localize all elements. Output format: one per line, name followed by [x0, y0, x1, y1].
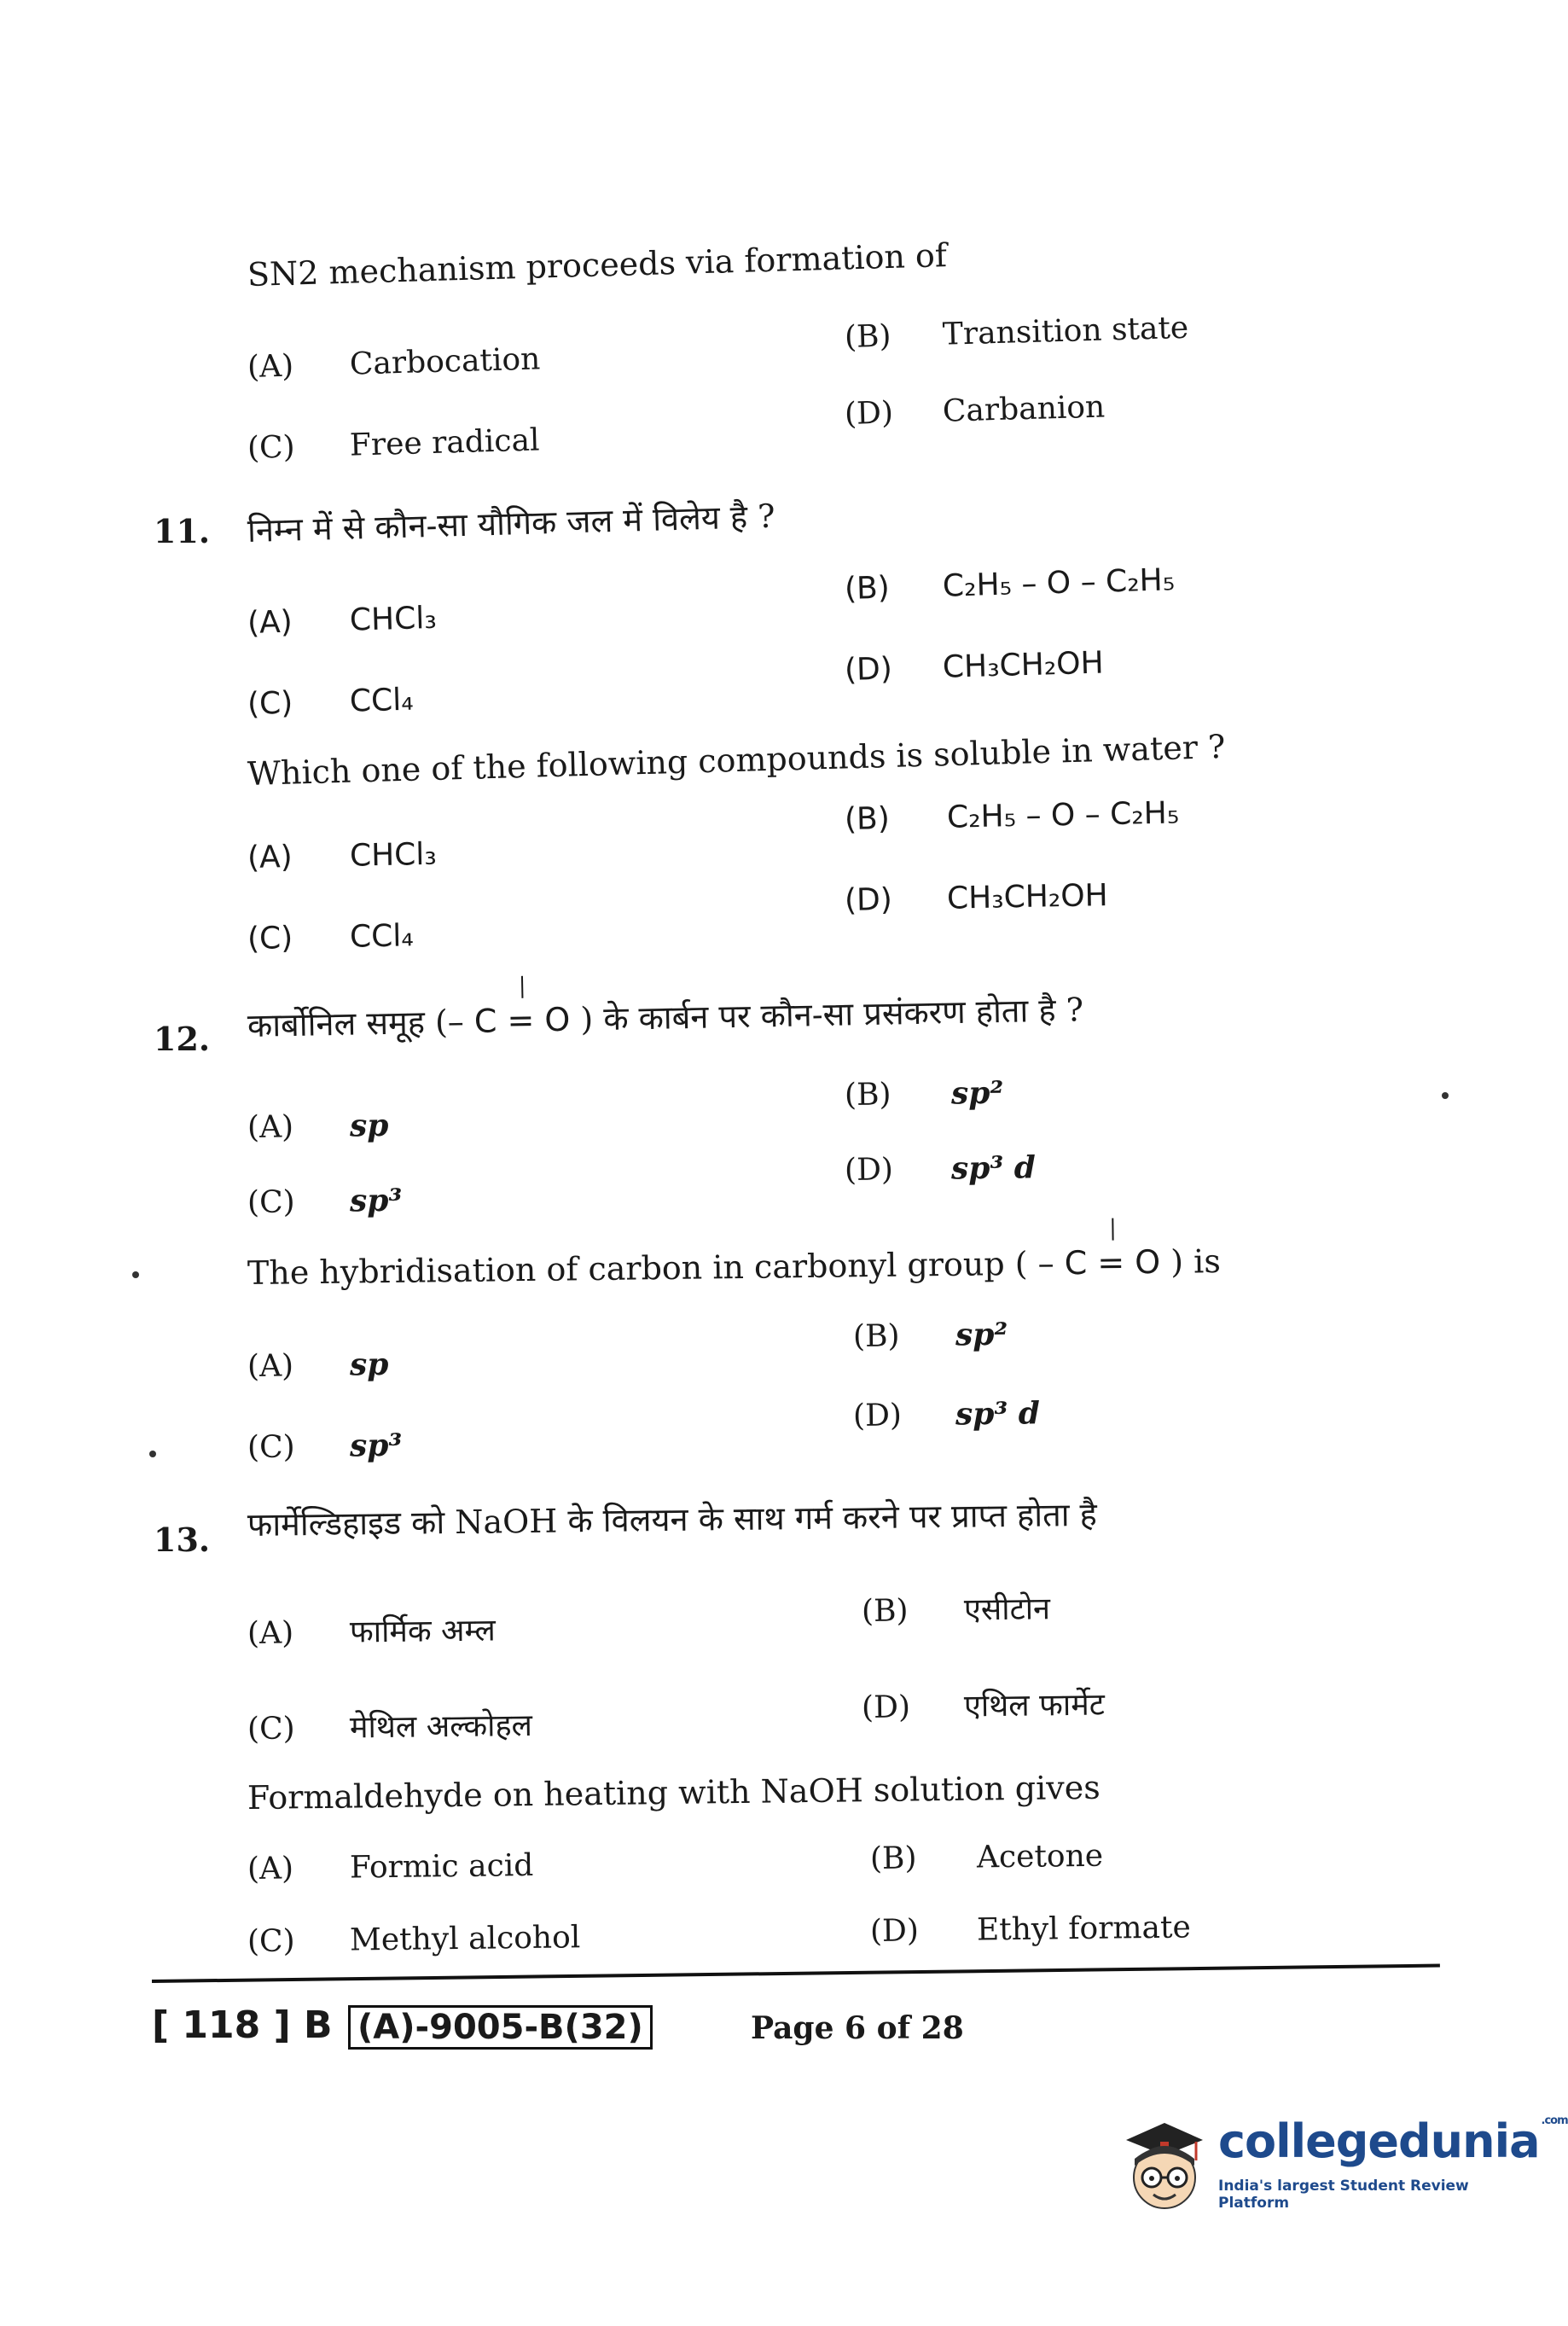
option-label: (B) [861, 1593, 909, 1629]
carbonyl-text: C = O [1064, 1242, 1161, 1282]
q12-number: 12. [154, 1020, 211, 1058]
option-label: (A) [247, 1851, 294, 1887]
q11-english-option-d [845, 878, 1108, 918]
option-label: (D) [844, 881, 893, 918]
option-label: (D) [861, 1689, 911, 1725]
q13-hindi-stem: फार्मेल्डिहाइड को NaOH के विलयन के साथ गर्म करने पर प्राप्त होता है [247, 1495, 1098, 1544]
option-text: sp² [955, 1316, 1008, 1353]
brand-tagline: India's largest Student Review Platform [1218, 2178, 1469, 2212]
q12-hindi-option-b [845, 1075, 1004, 1113]
q13-hindi-option-c [247, 1703, 533, 1748]
q11-hindi-stem: निम्न में से कौन-सा यौगिक जल में विलेय है ? [247, 497, 776, 550]
q13-english-option-b [870, 1839, 1104, 1876]
page-number: Page 6 of 28 [751, 2010, 964, 2046]
option-text: CCl₄ [349, 918, 415, 955]
option-text: sp³ d [955, 1395, 1041, 1433]
q10-option-a [247, 341, 540, 385]
option-label: (B) [844, 570, 891, 607]
option-label: (D) [844, 395, 894, 432]
q12-english-option-c [247, 1428, 403, 1465]
q12-hindi-stem [247, 986, 1084, 1047]
option-text: sp³ [349, 1427, 403, 1464]
brand-name [1218, 2114, 1568, 2168]
option-text: मेथिल अल्कोहल [349, 1707, 533, 1746]
brand-name-text: collegedunia [1218, 2114, 1540, 2168]
q10-english-stem: SN2 mechanism proceeds via formation of [247, 236, 948, 294]
option-label: (C) [247, 1429, 295, 1465]
footer-code: [ 118 ] B [152, 2003, 333, 2047]
option-text: sp³ d [950, 1149, 1037, 1187]
option-label: (C) [247, 685, 293, 722]
q11-english-stem: Which one of the following compounds is soluble in water ? [247, 727, 1226, 793]
option-text: CHCl₃ [349, 836, 438, 874]
bond-line [521, 976, 523, 998]
option-label: (D) [844, 1152, 894, 1188]
option-label: (D) [844, 651, 893, 688]
q11-english-option-b [845, 795, 1180, 837]
carbonyl-text: C = O [473, 1000, 571, 1040]
bond-line [1112, 1218, 1113, 1241]
option-text: C₂H₅ – O – C₂H₅ [946, 795, 1180, 835]
option-text: CH₃CH₂OH [946, 878, 1109, 916]
scan-dot [132, 1271, 139, 1278]
stem-text: कार्बोनिल समूह (– [247, 1003, 465, 1044]
q13-english-option-a [247, 1848, 534, 1887]
option-label: (B) [844, 318, 892, 355]
q12-hindi-option-a [247, 1108, 389, 1145]
option-text: C₂H₅ – O – C₂H₅ [942, 562, 1176, 604]
stem-text: ) के कार्बन पर कौन-सा प्रसंकरण होता है ? [580, 991, 1084, 1038]
option-label: (C) [247, 920, 293, 957]
q12-hindi-option-c [247, 1183, 403, 1220]
option-text: CHCl₃ [349, 600, 438, 638]
q11-hindi-option-d [844, 646, 1104, 688]
q11-english-option-a [247, 837, 438, 875]
option-text: sp [349, 1107, 389, 1144]
option-text: Carbocation [349, 341, 541, 382]
option-text: sp² [950, 1074, 1004, 1112]
option-label: (B) [869, 1840, 917, 1876]
option-text: फार्मिक अम्ल [349, 1613, 497, 1650]
option-label: (B) [844, 800, 891, 837]
paper-code-box: (A)-9005-B(32) [348, 2005, 653, 2050]
q11-number: 11. [154, 512, 211, 550]
student-mascot-icon [1118, 2108, 1211, 2218]
option-text: Formic acid [349, 1847, 534, 1886]
option-text: एसीटोन [963, 1591, 1051, 1628]
q13-english-stem: Formaldehyde on heating with NaOH solution gives [247, 1768, 1101, 1817]
q11-hindi-option-a [247, 601, 437, 641]
option-text: sp³ [349, 1182, 403, 1219]
option-label: (D) [852, 1398, 903, 1433]
option-text: Acetone [976, 1838, 1104, 1875]
option-label: (A) [247, 839, 293, 875]
stem-text: The hybridisation of carbon in carbonyl group ( – [247, 1244, 1054, 1292]
option-text: Ethyl formate [976, 1910, 1192, 1948]
scan-dot [149, 1451, 156, 1457]
option-label: (A) [247, 348, 294, 385]
q13-hindi-option-d [862, 1683, 1105, 1727]
option-label: (B) [852, 1318, 900, 1354]
q13-hindi-option-a [247, 1608, 496, 1653]
option-label: (C) [247, 1184, 295, 1220]
option-text: CH₃CH₂OH [942, 645, 1105, 685]
option-label: (A) [247, 1109, 294, 1145]
stem-text: ) is [1170, 1242, 1222, 1281]
option-label: (D) [869, 1913, 920, 1949]
q12-hindi-option-d [845, 1149, 1036, 1188]
option-text: sp [349, 1346, 389, 1383]
option-text: Transition state [942, 310, 1189, 352]
q13-hindi-option-b [862, 1586, 1051, 1631]
option-text: CCl₄ [349, 682, 415, 719]
option-label: (A) [247, 1348, 294, 1384]
option-text: Carbanion [942, 389, 1106, 429]
carbonyl-group [1064, 1243, 1160, 1282]
option-label: (C) [247, 1711, 295, 1747]
option-label: (A) [247, 604, 293, 641]
option-text: एथिल फार्मेट [963, 1687, 1106, 1724]
q10-option-c [247, 422, 540, 466]
q10-option-d [844, 389, 1105, 432]
q11-hindi-option-b [844, 562, 1175, 607]
option-label: (A) [247, 1615, 294, 1651]
brand-suffix: .com [1541, 2114, 1568, 2127]
q11-english-option-c [247, 918, 414, 957]
scan-dot [1442, 1092, 1449, 1099]
q12-english-option-a [247, 1346, 389, 1384]
q12-english-option-b [853, 1317, 1008, 1354]
q12-english-option-d [853, 1395, 1040, 1433]
option-label: (C) [247, 429, 296, 466]
q12-english-stem [247, 1242, 1221, 1292]
q13-number: 13. [154, 1521, 211, 1559]
q13-english-option-d [870, 1910, 1191, 1949]
option-label: (C) [247, 1923, 295, 1959]
q10-option-b [844, 311, 1188, 355]
option-label: (B) [844, 1077, 891, 1113]
option-text: Methyl alcohol [349, 1920, 581, 1958]
option-text: Free radical [349, 422, 541, 463]
footer-divider [152, 1964, 1440, 1983]
q11-hindi-option-c [247, 683, 414, 722]
q13-english-option-c [247, 1920, 581, 1959]
brand-logo [1118, 2108, 1568, 2218]
carbonyl-group [473, 1001, 570, 1040]
